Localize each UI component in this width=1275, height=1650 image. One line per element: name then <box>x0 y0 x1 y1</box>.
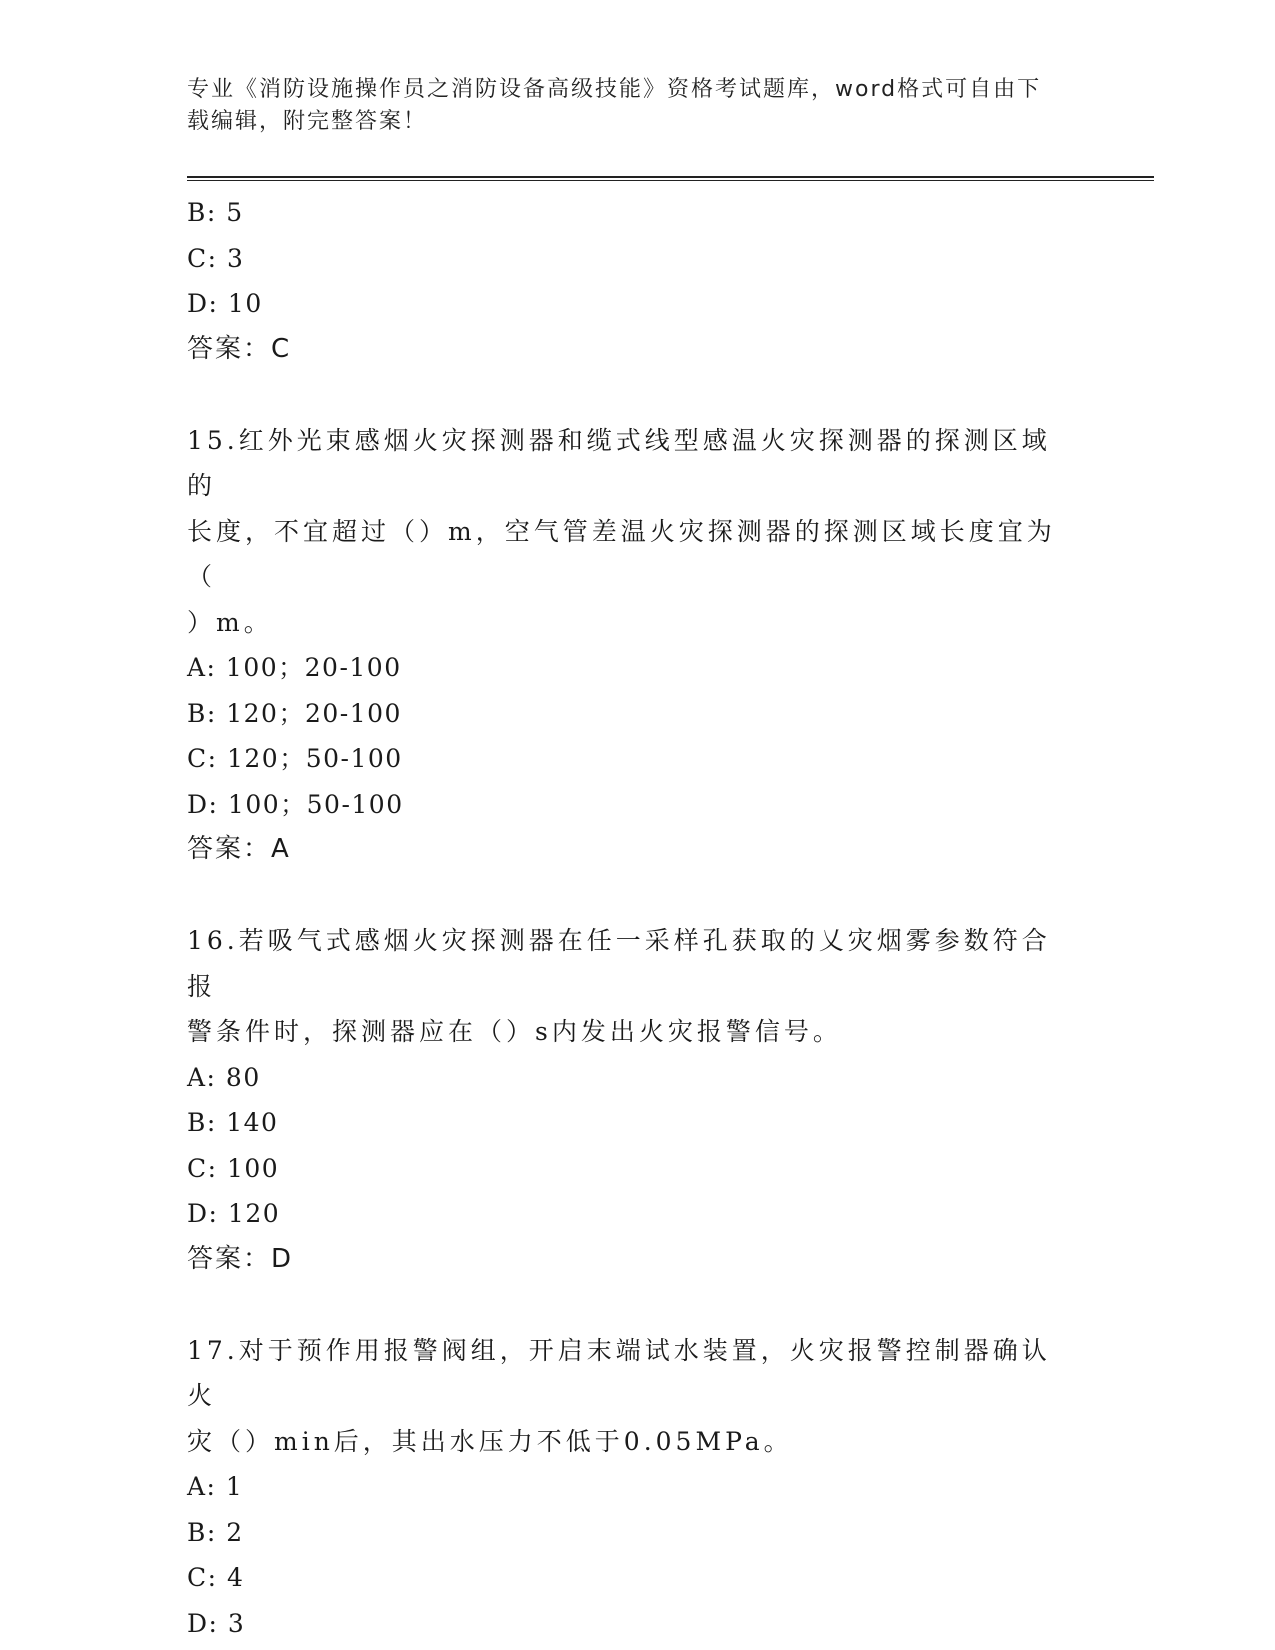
question-stem-line: 警条件时，探测器应在（）s内发出火灾报警信号。 <box>187 1017 842 1046</box>
option-c: C: 120；50-100 <box>187 744 403 773</box>
question-14-tail <box>187 190 1087 372</box>
option-d: D: 100；50-100 <box>187 789 404 819</box>
question-stem-line: 15.红外光束感烟火灾探测器和缆式线型感温火灾探测器的探测区域的 <box>187 425 1051 500</box>
question-list <box>187 190 1087 1646</box>
question-stem-line: 长度，不宜超过（）m，空气管差温火灾探测器的探测区域长度宜为（ <box>187 516 1056 591</box>
header-line-2: 载编辑，附完整答案！ <box>187 109 428 134</box>
option-b: B: 140 <box>187 1108 279 1137</box>
option-d: D: 10 <box>187 289 263 318</box>
question-16 <box>187 918 1087 1282</box>
spacer <box>187 1282 1087 1328</box>
option-a: A: 1 <box>187 1472 244 1501</box>
option-c: C: 100 <box>187 1153 280 1183</box>
question-17 <box>187 1328 1087 1647</box>
option-a: A: 100；20-100 <box>187 653 402 682</box>
option-c: C: 3 <box>187 243 245 273</box>
question-stem-line: 灾（）min后，其出水压力不低于0.05MPa。 <box>187 1426 793 1456</box>
page-header <box>187 74 1067 138</box>
spacer <box>187 872 1087 918</box>
question-15 <box>187 418 1087 873</box>
question-stem-line: 16.若吸气式感烟火灾探测器在任一采样孔获取的乂灾烟雾参数符合报 <box>187 926 1051 1001</box>
answer-line: 答案：D <box>187 1243 294 1274</box>
question-stem-line: ）m。 <box>187 607 273 637</box>
option-c: C: 4 <box>187 1563 245 1592</box>
question-stem-line: 17.对于预作用报警阀组，开启末端试水装置，火灾报警控制器确认火 <box>187 1335 1051 1410</box>
answer-line: 答案：C <box>187 333 292 364</box>
answer-line: 答案：A <box>187 834 291 864</box>
option-b: B: 2 <box>187 1517 244 1547</box>
header-divider <box>187 176 1154 181</box>
option-d: D: 3 <box>187 1608 246 1638</box>
option-a: A: 80 <box>187 1062 261 1092</box>
option-b: B: 120；20-100 <box>187 698 402 728</box>
option-d: D: 120 <box>187 1199 281 1228</box>
header-line-1: 专业《消防设施操作员之消防设备高级技能》资格考试题库，word格式可自由下 <box>187 77 1042 102</box>
spacer <box>187 372 1087 418</box>
option-b: B: 5 <box>187 198 244 227</box>
